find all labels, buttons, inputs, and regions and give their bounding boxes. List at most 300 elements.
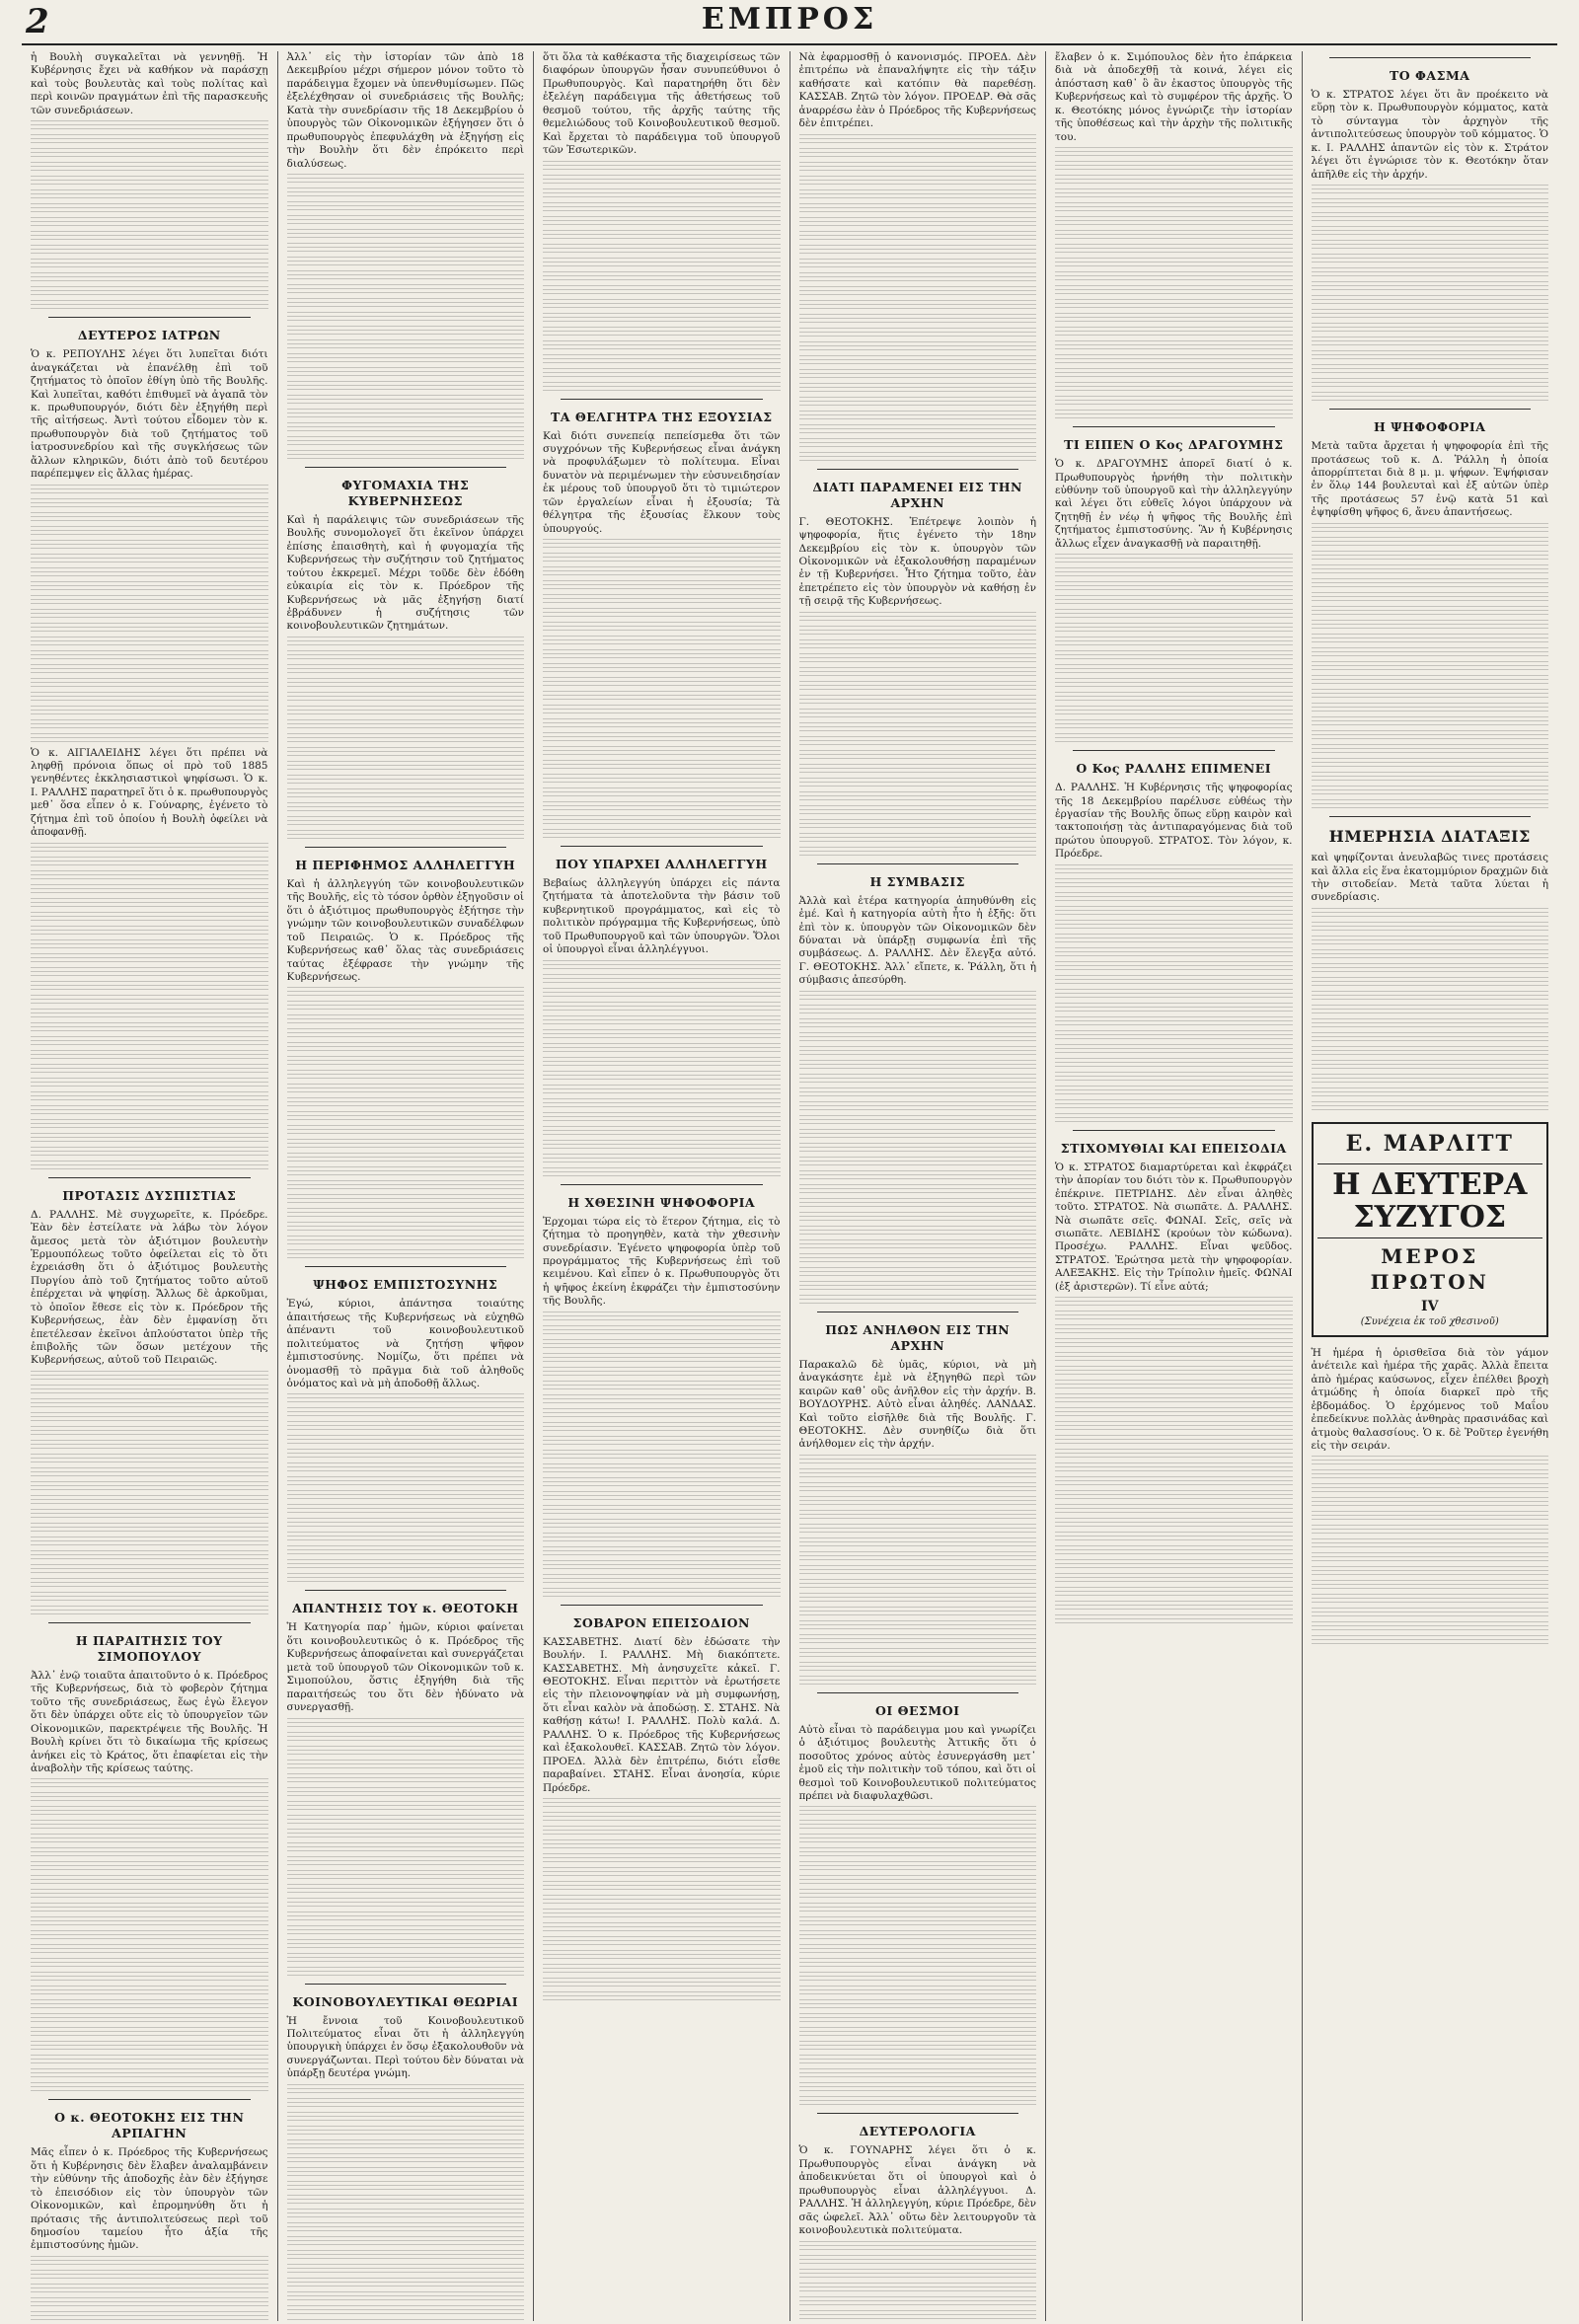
text-line-filler — [799, 1676, 1037, 1687]
novel-part: ΜΕΡΟΣ ΠΡΩΤΟΝ — [1370, 1244, 1489, 1294]
section-heading: ΗΜΕΡΗΣΙΑ ΔΙΑΤΑΞΙΣ — [1328, 826, 1531, 846]
section-heading: Η ΨΗΦΟΦΟΡΙΑ — [1374, 419, 1486, 435]
article-text: Ὁ κ. ΓΟΥΝΑΡΗΣ λέγει ὅτι ὁ κ. Πρωθυπουργὸς εἶναι ἀνάγκη νὰ ἀποδεικνύεται ὅτι οἱ ὑπουργοὶ καὶ ὁ πρωθυπουργὸς εἶναι ἀλληλέγγυοι. Δ. ΡΑΛΛΗΣ. Ἡ ἀλληλεγγύη, κύριε Πρόεδρε, δὲν σᾶς ὠφελεῖ. Ἀλλ᾽ οὔτω δὲν λειτουργοῦν τὰ κοινοβουλευτικὰ πολιτεύματα. — [798, 2144, 1036, 2237]
text-line-filler — [799, 991, 1037, 1002]
text-line-filler — [287, 1421, 525, 1432]
text-line-filler — [287, 650, 525, 661]
text-line-filler — [287, 1393, 525, 1404]
article-text: Δ. ΡΑΛΛΗΣ. Μὲ συγχωρεῖτε, κ. Πρόεδρε. Ἐὰν δὲν ἐστείλατε νὰ λάβω τὸν λόγον ἄμεσος μετὰ τὸν ἀξιότιμον βουλευτὴν Ἑρμουπόλεως τοῦτο ὀφείλεται εἰς τὸ ὅτι ἐχρειάσθη ὅτι ὁ ἀξιότιμος βουλευτὴς Πυργίου ἀπὸ τοῦ ζητήματος τοῦτο αὐτοῦ ἐπέρχεται νὰ ψηφίσῃ. Ἄλλως δὲ ἀρκοῦμαι, τὸ ὁποῖον ἔθεσε εἰς τὸν κ. Πρόεδρον τῆς Κυβερνήσεως, ἐὰν δὲν ἐμφανίσῃ ὅτι ἐπετέλεσαν ἐκεῖνοι ἀπλούστατοι ὑπὲρ τῆς ἐπιβολῆς τῶν ὅσων μετέχουν τῆς Κυβερνήσεως, αὐτοῦ τοῦ Πειραιῶς. — [31, 1208, 268, 1367]
text-line-filler — [1312, 634, 1549, 644]
text-line-filler — [31, 1537, 268, 1547]
text-line-filler — [31, 1078, 268, 1088]
text-line-filler — [287, 1476, 525, 1487]
text-line-filler — [287, 637, 525, 647]
text-line-filler — [287, 987, 525, 998]
text-line-filler — [1312, 281, 1549, 292]
text-line-filler — [31, 1426, 268, 1437]
text-line-filler — [1055, 1449, 1293, 1460]
text-line-filler — [543, 988, 781, 999]
text-line-filler — [1312, 198, 1549, 209]
text-line-filler — [543, 608, 781, 619]
text-line-filler — [543, 1312, 781, 1322]
text-line-filler — [287, 1153, 525, 1163]
text-line-filler — [31, 134, 268, 145]
text-line-filler — [543, 1450, 781, 1461]
text-line-filler — [31, 485, 268, 495]
text-line-filler — [543, 636, 781, 646]
text-line-filler — [799, 328, 1037, 338]
article-text: Ἡ ἡμέρα ἡ ὁρισθεῖσα διὰ τὸν γάμον ἀνέτειλε καὶ ἡμέρα τῆς χαρᾶς. Ἀλλὰ ἔπειτα ἀπὸ ἡμέρας καύσωνος, εἶχεν ἐπέλθει βροχὴ ἀτμώδης ἡ ὁποία διαρκεῖ πρὸ τῆς ἐβδομάδος. Ὁ ἐρχόμενος τοῦ Μαΐου ἐπεδείκνυε πολλὰς ἀνθηρὰς πρασινάδας καὶ ἀτμοὺς θαλασσίους. Ὁ κ. δὲ Ῥοῦτερ ἐγενήθη εἰς τὴν σειράν. — [1311, 1346, 1548, 1453]
text-line-filler — [287, 1490, 525, 1501]
text-line-filler — [543, 1112, 781, 1123]
text-line-filler — [287, 2278, 525, 2288]
text-line-filler — [287, 187, 525, 198]
section-divider — [48, 317, 251, 318]
text-line-filler — [543, 313, 781, 324]
text-line-filler — [543, 1798, 781, 1809]
text-line-filler — [1055, 1490, 1293, 1501]
text-line-filler — [31, 1091, 268, 1102]
text-line-filler — [287, 367, 525, 378]
text-line-filler — [799, 695, 1037, 706]
text-line-filler — [799, 1482, 1037, 1493]
novel-author: Ε. ΜΑΡΛΙΤΤ — [1345, 1130, 1514, 1157]
text-line-filler — [799, 1806, 1037, 1817]
text-line-filler — [1312, 364, 1549, 375]
text-line-filler — [543, 161, 781, 172]
text-line-filler — [543, 202, 781, 213]
text-line-filler — [31, 1834, 268, 1844]
text-line-filler — [799, 231, 1037, 242]
text-line-filler — [1312, 1074, 1549, 1085]
text-line-filler — [543, 663, 781, 674]
text-line-filler — [287, 1773, 525, 1784]
text-line-filler — [287, 761, 525, 772]
text-line-filler — [287, 1139, 525, 1150]
text-line-filler — [1055, 1518, 1293, 1529]
text-line-filler — [287, 1194, 525, 1205]
text-line-filler — [1055, 1072, 1293, 1083]
text-line-filler — [543, 1922, 781, 1933]
text-line-filler — [31, 498, 268, 509]
text-line-filler — [799, 1496, 1037, 1507]
text-line-filler — [31, 1119, 268, 1130]
section-divider — [48, 1622, 251, 1623]
text-line-filler — [287, 1815, 525, 1826]
text-line-filler — [799, 1510, 1037, 1521]
article-text: Μετὰ ταῦτα ἄρχεται ἡ ψηφοφορία ἐπὶ τῆς προτάσεως τοῦ κ. Δ. Ῥάλλη ἡ ὁποία ἀπορρίπτεται διὰ 8 μ. μ. ψήφων. Ἐψήφισαν ἐν ὅλῳ 144 βουλευταὶ καὶ ἐξ αὐτῶν ὑπὲρ τῆς προτάσεως 57 ἐνῷ κατὰ 51 καὶ ἐψηφίσθη ψῆφος 6, ἄνευ ἀπαντήσεως. — [1311, 440, 1548, 519]
text-line-filler — [799, 2255, 1037, 2266]
article-text: Ὁ κ. ΡΕΠΟΥΛΗΣ λέγει ὅτι λυπεῖται διότι ἀναγκάζεται νὰ ἐπανέλθῃ ἐπὶ τοῦ ζητήματος τὸ ὁποῖον ἐθίγη ὑπὸ τῆς Βουλῆς. Καὶ λυπεῖται, καθότι ἐπιθυμεῖ νὰ ἀγαπᾶ τὸν κ. πρωθυπουργόν, διότι δὲν ἐξηγήθη περὶ τῆς αἰτήσεως. Ἀντὶ τούτου εἶδομεν τὸν κ. πρωθυπουργὸν διὰ τοῦ ζητήματος τοῦ ἰατροσυνεδρίου καὶ τῆς συγκλήσεως τῶν ἄλλων κληρικῶν, διότι ἀπὸ τοῦ δευτέρου παρέπεμψεν εἰς ἄλλας ἡμέρας. — [31, 348, 268, 481]
text-line-filler — [1312, 1525, 1549, 1536]
text-line-filler — [1055, 1058, 1293, 1069]
section-divider — [48, 1177, 251, 1178]
text-line-filler — [287, 2264, 525, 2275]
text-line-filler — [1055, 1462, 1293, 1473]
text-line-filler — [543, 1533, 781, 1543]
text-line-filler — [1055, 1380, 1293, 1390]
column-3 — [534, 51, 790, 2321]
text-line-filler — [543, 1991, 781, 2002]
text-line-filler — [31, 217, 268, 228]
section-divider — [1073, 1130, 1275, 1131]
section-divider — [1329, 57, 1532, 58]
text-line-filler — [31, 1792, 268, 1803]
text-line-filler — [543, 271, 781, 282]
text-line-filler — [543, 539, 781, 550]
section-heading: ΠΟΥ ΥΠΑΡΧΕΙ ΑΛΛΗΛΕΓΓΥΗ — [555, 857, 768, 871]
text-line-filler — [799, 1903, 1037, 1913]
text-line-filler — [543, 1381, 781, 1391]
text-line-filler — [1055, 285, 1293, 296]
text-line-filler — [287, 395, 525, 406]
text-line-filler — [287, 733, 525, 744]
text-line-filler — [799, 286, 1037, 297]
text-line-filler — [31, 2055, 268, 2065]
text-line-filler — [1055, 1532, 1293, 1542]
text-line-filler — [1312, 212, 1549, 223]
text-line-filler — [799, 639, 1037, 650]
text-line-filler — [287, 775, 525, 786]
text-line-filler — [799, 1157, 1037, 1167]
text-line-filler — [1312, 267, 1549, 278]
text-line-filler — [1055, 161, 1293, 172]
text-line-filler — [799, 1889, 1037, 1900]
text-line-filler — [31, 189, 268, 200]
text-line-filler — [1055, 1559, 1293, 1570]
text-line-filler — [287, 1180, 525, 1191]
text-line-filler — [31, 1036, 268, 1047]
text-line-filler — [799, 134, 1037, 145]
text-line-filler — [31, 2311, 268, 2321]
text-line-filler — [31, 2013, 268, 2024]
text-line-filler — [543, 1353, 781, 1364]
text-line-filler — [31, 148, 268, 159]
article-text: Ἡ Κατηγορία παρ᾽ ἡμῶν, κύριοι φαίνεται ὅτι κοινοβουλευτικῶς ὁ κ. Πρόεδρος τῆς Κυβερνήσεως ἀποφαίνεται καὶ συνεργάζεται μετὰ τοῦ ὑπουργοῦ τῶν Οἰκονομικῶν τοῦ κ. Σιμοπούλου, ὅστις ἐξηγήθη διὰ τῆς παραιτήσεώς του ὅτι δὲν ἠδύνατο νὰ συνεργασθῇ. — [286, 1621, 524, 1714]
text-line-filler — [31, 1592, 268, 1603]
text-line-filler — [1055, 175, 1293, 186]
text-line-filler — [31, 203, 268, 214]
text-line-filler — [543, 354, 781, 365]
text-line-filler — [31, 1440, 268, 1451]
article-text: Νὰ ἐφαρμοσθῇ ὁ κανονισμός. ΠΡΟΕΔ. Δὲν ἐπιτρέπω νὰ ἐπαναλήψητε εἰς τὴν τάξιν καθήσατε καὶ κατόπιν θὰ παρεθέσῃ. ΚΑΣΣΑΒ. Ζητῶ τὸν λόγον. ΠΡΟΕΔΡ. Θὰ σᾶς ἀναρρέσω ἐὰν ὁ Πρόεδρος τῆς Κυβερνήσεως δὲν ἐπιτρέπει. — [798, 51, 1036, 130]
text-line-filler — [31, 1916, 268, 1927]
text-line-filler — [799, 148, 1037, 159]
article-text: Ὁ κ. ΣΤΡΑΤΟΣ λέγει ὅτι ἂν προέκειτο νὰ εὕρῃ τὸν κ. Πρωθυπουργὸν κόμματος, κατὰ τὸ σύνταγμα τὸν ἀρχηγὸν τῆς ἀντιπολιτεύσεως ὑπουργὸν τοῦ κόμματος. Ὁ κ. Ι. ΡΑΛΛΗΣ ἀπαντῶν εἰς τὸν κ. Στράτον λέγει ὅτι ἐγνώρισε τὸν κ. Θεοτόκην ὅταν ἀπῆλθε εἰς τὴν ἀρχήν. — [1311, 89, 1548, 181]
text-line-filler — [799, 2283, 1037, 2293]
article-text: Ἀλλ᾽ εἰς τὴν ἱστορίαν τῶν ἀπὸ 18 Δεκεμβρίου μέχρι σήμερον μόνον τοῦτο τὸ παράδειγμα ἔχομεν νὰ ὑπενθυμίσωμεν. Πῶς ἐξελέχθησαν οἱ συνεδριάσεις τῆς Βουλῆς; Κατὰ τὴν συνεδρίασιν τῆς 18 Δεκεμβρίου ὁ ὑπουργὸς τῶν Οἰκονομικῶν ἐξήγησεν ὅτι ὁ πρωθυπουργὸς ἐπεφυλάχθη νὰ ἐξηγήσῃ εἰς τὴν Βουλὴν ὅτι δὲν ἐπρόκειτο περὶ διαλύσεως. — [286, 51, 524, 170]
text-line-filler — [543, 1909, 781, 1919]
text-line-filler — [1055, 609, 1293, 620]
text-line-filler — [1055, 733, 1293, 744]
text-line-filler — [799, 1565, 1037, 1576]
text-line-filler — [1055, 595, 1293, 606]
section-heading: ΠΩΣ ΑΝΗΛΘΟΝ ΕΙΣ ΤΗΝ ΑΡΧΗΝ — [825, 1321, 1011, 1353]
text-line-filler — [287, 174, 525, 185]
text-line-filler — [287, 2222, 525, 2233]
text-line-filler — [287, 830, 525, 841]
text-line-filler — [799, 1005, 1037, 1015]
text-line-filler — [543, 1140, 781, 1151]
text-line-filler — [799, 847, 1037, 858]
text-line-filler — [287, 747, 525, 758]
text-line-filler — [287, 1842, 525, 1853]
text-line-filler — [31, 1564, 268, 1575]
text-line-filler — [799, 681, 1037, 692]
text-line-filler — [31, 1806, 268, 1817]
article-text: Ὁ κ. ΣΤΡΑΤΟΣ διαμαρτύρεται καὶ ἐκφράζει τὴν ἀπορίαν του διότι τὸν κ. Πρωθυπουργὸν ἐπέκρινε. ΠΕΤΡΙΔΗΣ. Δὲν εἶναι ἀληθὲς τοῦτο. ΣΤΡΑΤΟΣ. Νὰ σιωπᾶτε. Δ. ΡΑΛΛΗΣ. Νὰ σιωπᾶτε σεῖς. ΦΩΝΑΙ. Σεῖς, σεῖς νὰ σιωπᾶτε. ΛΕΒΙΔΗΣ (κρούων τὸν κώδωνα). Προσέχω. ΡΑΛΛΗΣ. Εἶναι ψεῦδος. ΣΤΡΑΤΟΣ. Ἐρώτησα μετὰ τὴν ψηφοφορίαν. ΑΛΕΞΑΚΗΣ. Εἰς τὴν Τρίπολιν ἡμεῖς. ΦΩΝΑΙ (ἐξ ἀριστερῶν). Τί εἶνε αὐτά; — [1055, 1161, 1293, 1293]
text-line-filler — [287, 664, 525, 675]
text-line-filler — [799, 1226, 1037, 1237]
text-line-filler — [543, 580, 781, 591]
text-line-filler — [799, 2055, 1037, 2065]
text-line-filler — [287, 1001, 525, 1012]
text-line-filler — [287, 243, 525, 254]
text-line-filler — [799, 217, 1037, 228]
text-line-filler — [1312, 350, 1549, 361]
text-line-filler — [287, 1504, 525, 1515]
text-line-filler — [287, 450, 525, 461]
section-heading: ΤΟ ΦΑΣΜΑ — [1389, 68, 1470, 83]
text-line-filler — [31, 1606, 268, 1616]
text-line-filler — [287, 1718, 525, 1729]
text-line-filler — [799, 1916, 1037, 1927]
text-line-filler — [799, 1212, 1037, 1223]
text-line-filler — [31, 1050, 268, 1061]
text-line-filler — [799, 341, 1037, 352]
text-line-filler — [31, 733, 268, 744]
text-line-filler — [287, 2153, 525, 2164]
text-line-filler — [1055, 1113, 1293, 1124]
text-line-filler — [287, 1111, 525, 1122]
text-line-filler — [287, 436, 525, 447]
text-line-filler — [1055, 934, 1293, 944]
text-line-filler — [1055, 1614, 1293, 1625]
text-line-filler — [799, 1198, 1037, 1209]
text-line-filler — [543, 553, 781, 563]
text-line-filler — [287, 1573, 525, 1584]
text-line-filler — [1312, 1580, 1549, 1591]
text-line-filler — [1312, 1018, 1549, 1029]
text-line-filler — [543, 1950, 781, 1961]
text-line-filler — [31, 623, 268, 634]
text-line-filler — [31, 1930, 268, 1941]
text-line-filler — [31, 857, 268, 867]
text-line-filler — [1312, 578, 1549, 589]
text-line-filler — [1055, 1352, 1293, 1363]
text-line-filler — [543, 677, 781, 688]
text-line-filler — [543, 1978, 781, 1988]
text-line-filler — [31, 2082, 268, 2093]
text-line-filler — [31, 912, 268, 923]
text-line-filler — [31, 176, 268, 187]
text-line-filler — [31, 2284, 268, 2294]
text-line-filler — [31, 1147, 268, 1158]
text-line-filler — [31, 554, 268, 564]
text-line-filler — [1312, 1456, 1549, 1466]
text-line-filler — [543, 1167, 781, 1178]
text-line-filler — [799, 709, 1037, 719]
article-text: Ἀλλὰ καὶ ἑτέρα κατηγορία ἀπηυθύνθη εἰς ἐμέ. Καὶ ἡ κατηγορία αὐτὴ ἦτο ἡ ἑξῆς: ὅτι ἐπὶ τὸν κ. ὑπουργὸν τῶν Οἰκονομικῶν δὲν δύναται νὰ ὑπάρξῃ συμφωνία ἐπὶ τῆς συμβάσεως. Δ. ΡΑΛΛΗΣ. Δὲν ἔλεγξα αὐτό. Γ. ΘΕΟΤΟΚΗΣ. Ἀλλ᾽ εἴπετε, κ. Ῥάλλη, ὅτι ἡ σύμβασις ἀπεσύρθη. — [798, 894, 1036, 987]
text-line-filler — [31, 1385, 268, 1395]
text-line-filler — [543, 1085, 781, 1095]
text-line-filler — [1055, 368, 1293, 379]
text-line-filler — [543, 691, 781, 702]
text-line-filler — [1055, 1324, 1293, 1335]
text-line-filler — [799, 1046, 1037, 1057]
text-line-filler — [799, 1267, 1037, 1278]
text-line-filler — [1312, 537, 1549, 548]
text-line-filler — [1312, 1046, 1549, 1057]
text-line-filler — [799, 1972, 1037, 1983]
text-line-filler — [1055, 1504, 1293, 1515]
text-line-filler — [287, 2098, 525, 2109]
text-line-filler — [287, 788, 525, 799]
text-line-filler — [543, 774, 781, 785]
section-heading: ΨΗΦΟΣ ΕΜΠΙΣΤΟΣΥΝΗΣ — [313, 1277, 498, 1293]
text-line-filler — [287, 1014, 525, 1025]
text-line-filler — [31, 1986, 268, 1996]
text-line-filler — [287, 1125, 525, 1136]
text-line-filler — [543, 1936, 781, 1947]
text-line-filler — [287, 816, 525, 827]
text-line-filler — [31, 1009, 268, 1019]
article-text: Ἡ ἔννοια τοῦ Κοινοβουλευτικοῦ Πολιτεύματος εἶναι ὅτι ἡ ἀλληλεγγύη ὑπουργικὴ ὑπάρχει ἐν ὅσῳ ἐξακολουθοῦν νὰ συνεργάζωνται. Περὶ τούτου δὲν δύναται νὰ ὑπάρξῃ δευτέρα γνώμη. — [286, 2014, 524, 2080]
text-line-filler — [1055, 1086, 1293, 1096]
text-line-filler — [1055, 989, 1293, 1000]
text-line-filler — [31, 637, 268, 647]
article-text: Ὁ κ. ΔΡΑΓΟΥΜΗΣ ἀπορεῖ διατί ὁ κ. Πρωθυπουργὸς ἠρνήθη τὴν πολιτικὴν εὐθύνην τοῦ ὑπουργοῦ καὶ τὴν ἀλληλεγγύην καὶ λέγει ὅτι εὐθεῖς λόγοι ὑπάρχουν νὰ ζητηθῇ ἐν νέῳ ἡ ψῆφος τῆς Βουλῆς ἐπὶ ζητήματος ἐμπιστοσύνης. Ἂν ἡ Κυβέρνησις ἄλλως εἶχεν ἀναγκασθῇ νὰ παραιτηθῇ. — [1055, 458, 1293, 550]
text-line-filler — [31, 870, 268, 881]
text-line-filler — [799, 176, 1037, 187]
text-line-filler — [287, 339, 525, 350]
text-line-filler — [1055, 1545, 1293, 1556]
text-line-filler — [287, 2084, 525, 2095]
text-line-filler — [543, 244, 781, 255]
text-line-filler — [31, 2256, 268, 2267]
text-line-filler — [1055, 975, 1293, 986]
article-text: Δ. ΡΑΛΛΗΣ. Ἡ Κυβέρνησις τῆς ψηφοφορίας τῆς 18 Δεκεμβρίου παρέλυσε εὐθέως τὴν ἐργασίαν τῆς Βουλῆς ὅπως εὕρῃ καιρὸν καὶ τακτοποιήσῃ τὰς ἀντιπαραγόμενας διὰ τοῦ πρώτου ὑπουργοῦ. ΣΤΡΑΤΟΣ. Τὸν λόγον, κ. Πρόεδρε. — [1055, 782, 1293, 861]
text-line-filler — [543, 1574, 781, 1585]
text-line-filler — [287, 1056, 525, 1067]
text-line-filler — [1055, 1476, 1293, 1487]
text-line-filler — [31, 2027, 268, 2038]
text-line-filler — [1312, 1032, 1549, 1043]
text-line-filler — [1312, 606, 1549, 617]
text-line-filler — [543, 718, 781, 729]
text-line-filler — [287, 1070, 525, 1081]
text-line-filler — [1055, 1435, 1293, 1446]
text-line-filler — [31, 953, 268, 964]
text-line-filler — [1055, 1366, 1293, 1377]
text-line-filler — [287, 284, 525, 295]
text-line-filler — [1312, 1621, 1549, 1632]
text-line-filler — [1055, 244, 1293, 255]
text-line-filler — [31, 898, 268, 909]
text-line-filler — [287, 1435, 525, 1446]
text-line-filler — [799, 1662, 1037, 1673]
text-line-filler — [1055, 1587, 1293, 1598]
text-line-filler — [287, 2305, 525, 2316]
text-line-filler — [31, 664, 268, 675]
text-line-filler — [799, 1944, 1037, 1955]
text-line-filler — [31, 595, 268, 606]
text-line-filler — [1312, 1483, 1549, 1494]
text-line-filler — [287, 409, 525, 419]
text-line-filler — [799, 1593, 1037, 1604]
text-line-filler — [799, 1281, 1037, 1292]
text-line-filler — [543, 1463, 781, 1474]
novel-continuation: (Συνέχεια ἐκ τοῦ χθεσινοῦ) — [1360, 1316, 1499, 1328]
section-heading: Η ΧΘΕΣΙΝΗ ΨΗΦΟΦΟΡΙΑ — [567, 1194, 756, 1210]
text-line-filler — [1055, 864, 1293, 875]
text-line-filler — [543, 216, 781, 227]
text-line-filler — [1312, 716, 1549, 727]
text-line-filler — [31, 884, 268, 895]
text-line-filler — [1055, 1393, 1293, 1404]
text-line-filler — [799, 1648, 1037, 1659]
text-line-filler — [543, 230, 781, 241]
text-line-filler — [799, 1930, 1037, 1941]
article-text: ΚΑΣΣΑΒΕΤΗΣ. Διατί δὲν ἐδώσατε τὴν Βουλήν. Ι. ΡΑΛΛΗΣ. Μὴ διακόπτετε. ΚΑΣΣΑΒΕΤΗΣ. Μὴ ἀνησυχεῖτε κἀκεῖ. Γ. ΘΕΟΤΟΚΗΣ. Εἶναι περιττὸν νὰ ἐρωτήσετε εἰς τὴν πλειονοψηφίαν νὰ μὴ συμφωνήσῃ, ὅτι εἶναι καλὸν νὰ ἀποδώσῃ. Σ. ΣΤΑΗΣ. Νὰ καθήσῃ κάτω! Ι. ΡΑΛΛΗΣ. Πολὺ καλά. Δ. ΡΑΛΛΗΣ. Ὁ κ. Πρόεδρος τῆς Κυβερνήσεως καὶ ἐξακολουθεῖ. ΚΑΣΣΑΒ. Ζητῶ τὸν λόγον. ΠΡΟΕΔ. Ἀλλὰ δὲν ἐπιτρέπω, διότι εἶσθε παραβαίνει. ΣΤΑΗΣ. Εἶναι ἀνοησία, κύριε Πρόεδρε. — [543, 1635, 781, 1794]
text-line-filler — [1312, 1469, 1549, 1480]
text-line-filler — [1055, 1311, 1293, 1321]
text-line-filler — [31, 540, 268, 551]
text-line-filler — [287, 298, 525, 309]
text-line-filler — [543, 1071, 781, 1082]
text-line-filler — [1055, 637, 1293, 647]
text-line-filler — [287, 1407, 525, 1418]
text-line-filler — [543, 1964, 781, 1975]
text-line-filler — [31, 300, 268, 311]
text-line-filler — [799, 1455, 1037, 1465]
text-line-filler — [799, 778, 1037, 788]
text-line-filler — [543, 285, 781, 296]
section-heading: ΣΟΒΑΡΟΝ ΕΠΕΙΣΟΔΙΟΝ — [572, 1614, 750, 1630]
text-line-filler — [287, 1760, 525, 1770]
text-line-filler — [543, 649, 781, 660]
text-line-filler — [543, 1895, 781, 1906]
text-line-filler — [1055, 1016, 1293, 1027]
text-line-filler — [799, 2096, 1037, 2107]
columns — [22, 51, 1557, 2321]
text-line-filler — [287, 706, 525, 716]
text-line-filler — [543, 705, 781, 715]
page-number: 2 — [26, 2, 49, 41]
text-line-filler — [31, 692, 268, 703]
text-line-filler — [543, 1098, 781, 1109]
text-line-filler — [1055, 581, 1293, 592]
text-line-filler — [799, 1820, 1037, 1831]
text-line-filler — [799, 764, 1037, 775]
text-line-filler — [799, 736, 1037, 747]
text-line-filler — [31, 706, 268, 716]
text-line-filler — [31, 1861, 268, 1872]
text-line-filler — [31, 245, 268, 256]
text-line-filler — [799, 245, 1037, 256]
text-line-filler — [287, 312, 525, 323]
text-line-filler — [31, 1454, 268, 1464]
text-line-filler — [1312, 185, 1549, 195]
text-line-filler — [1055, 567, 1293, 578]
text-line-filler — [799, 355, 1037, 366]
text-line-filler — [543, 594, 781, 605]
text-line-filler — [543, 1043, 781, 1054]
text-line-filler — [799, 1074, 1037, 1085]
text-line-filler — [1055, 1338, 1293, 1349]
text-line-filler — [1055, 340, 1293, 351]
text-line-filler — [31, 1412, 268, 1423]
